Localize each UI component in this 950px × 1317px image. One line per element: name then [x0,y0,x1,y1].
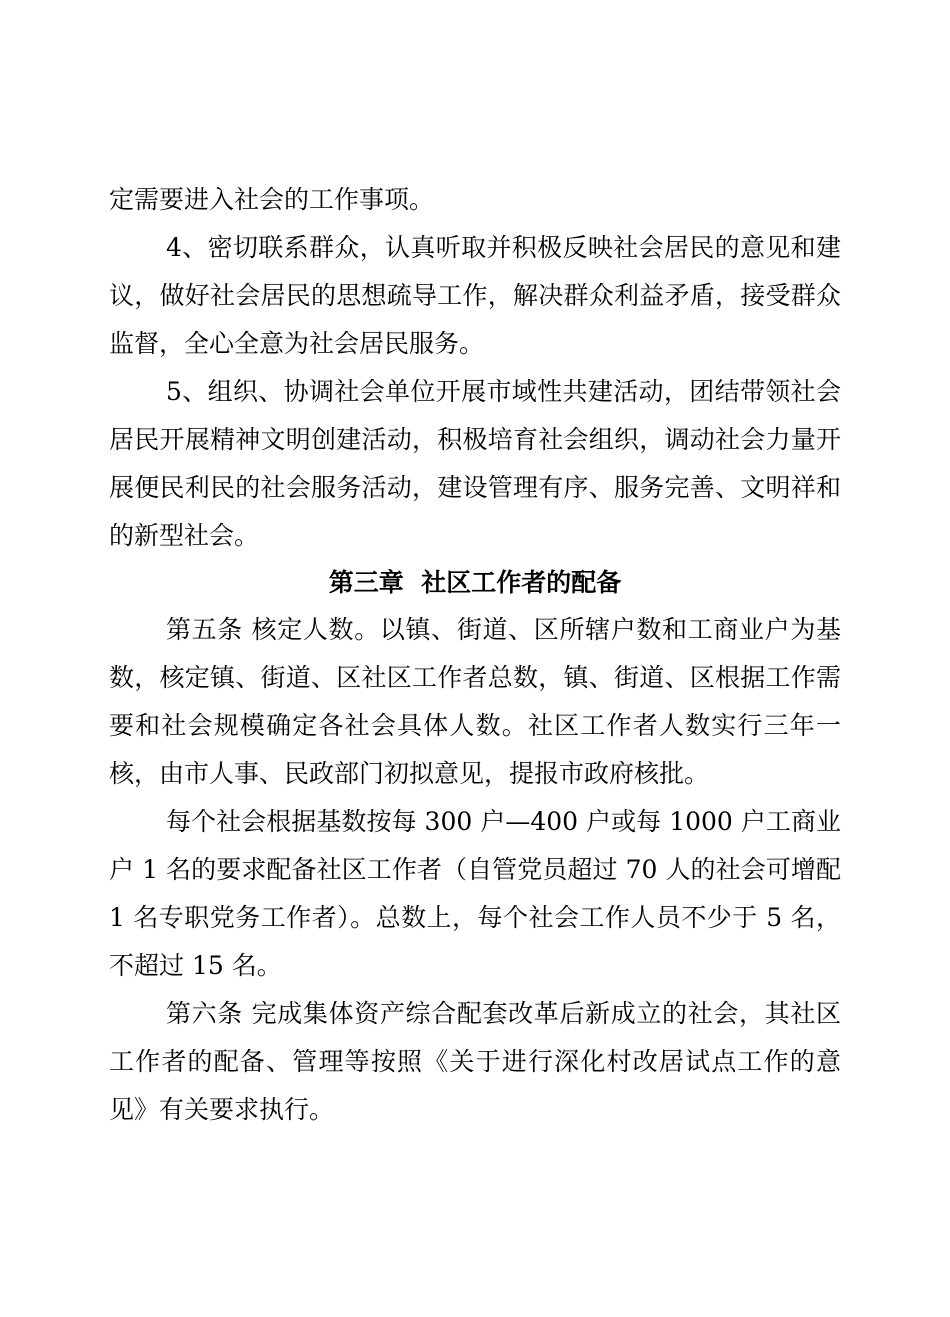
article-5-quota-paragraph: 每个社会根据基数按每 300 户—400 户或每 1000 户工商业户 1 名的要求配备社区工作者（自管党员超过 70 人的社会可增配 1 名专职党务工作者）。总数上，每个社会工作人员不少于 5 名，不超过 15 名。 [109,807,841,980]
article-6-paragraph: 第六条 完成集体资产综合配套改革后新成立的社会，其社区工作者的配备、管理等按照《关于进行深化村改居试点工作的意见》有关要求执行。 [109,999,841,1124]
paragraph-item-5: 5、组织、协调社会单位开展市域性共建活动，团结带领社会居民开展精神文明创建活动，积极培育社会组织，调动社会力量开展便民利民的社会服务活动，建设管理有序、服务完善、文明祥和的新型社会。 [109,377,841,550]
chapter-title: 第三章 社区工作者的配备 [328,568,622,597]
paragraph-item-4: 4、密切联系群众，认真听取并积极反映社会居民的意见和建议，做好社会居民的思想疏导工作，解决群众利益矛盾，接受群众监督，全心全意为社会居民服务。 [109,233,841,358]
paragraph-continuation: 定需要进入社会的工作事项。 [109,185,435,214]
article-5-paragraph: 第五条 核定人数。以镇、街道、区所辖户数和工商业户为基数，核定镇、街道、区社区工作者总数，镇、街道、区根据工作需要和社会规模确定各社会具体人数。社区工作者人数实行三年一核，由市人事、民政部门初拟意见，提报市政府核批。 [109,615,841,788]
document-page [109,176,841,1134]
